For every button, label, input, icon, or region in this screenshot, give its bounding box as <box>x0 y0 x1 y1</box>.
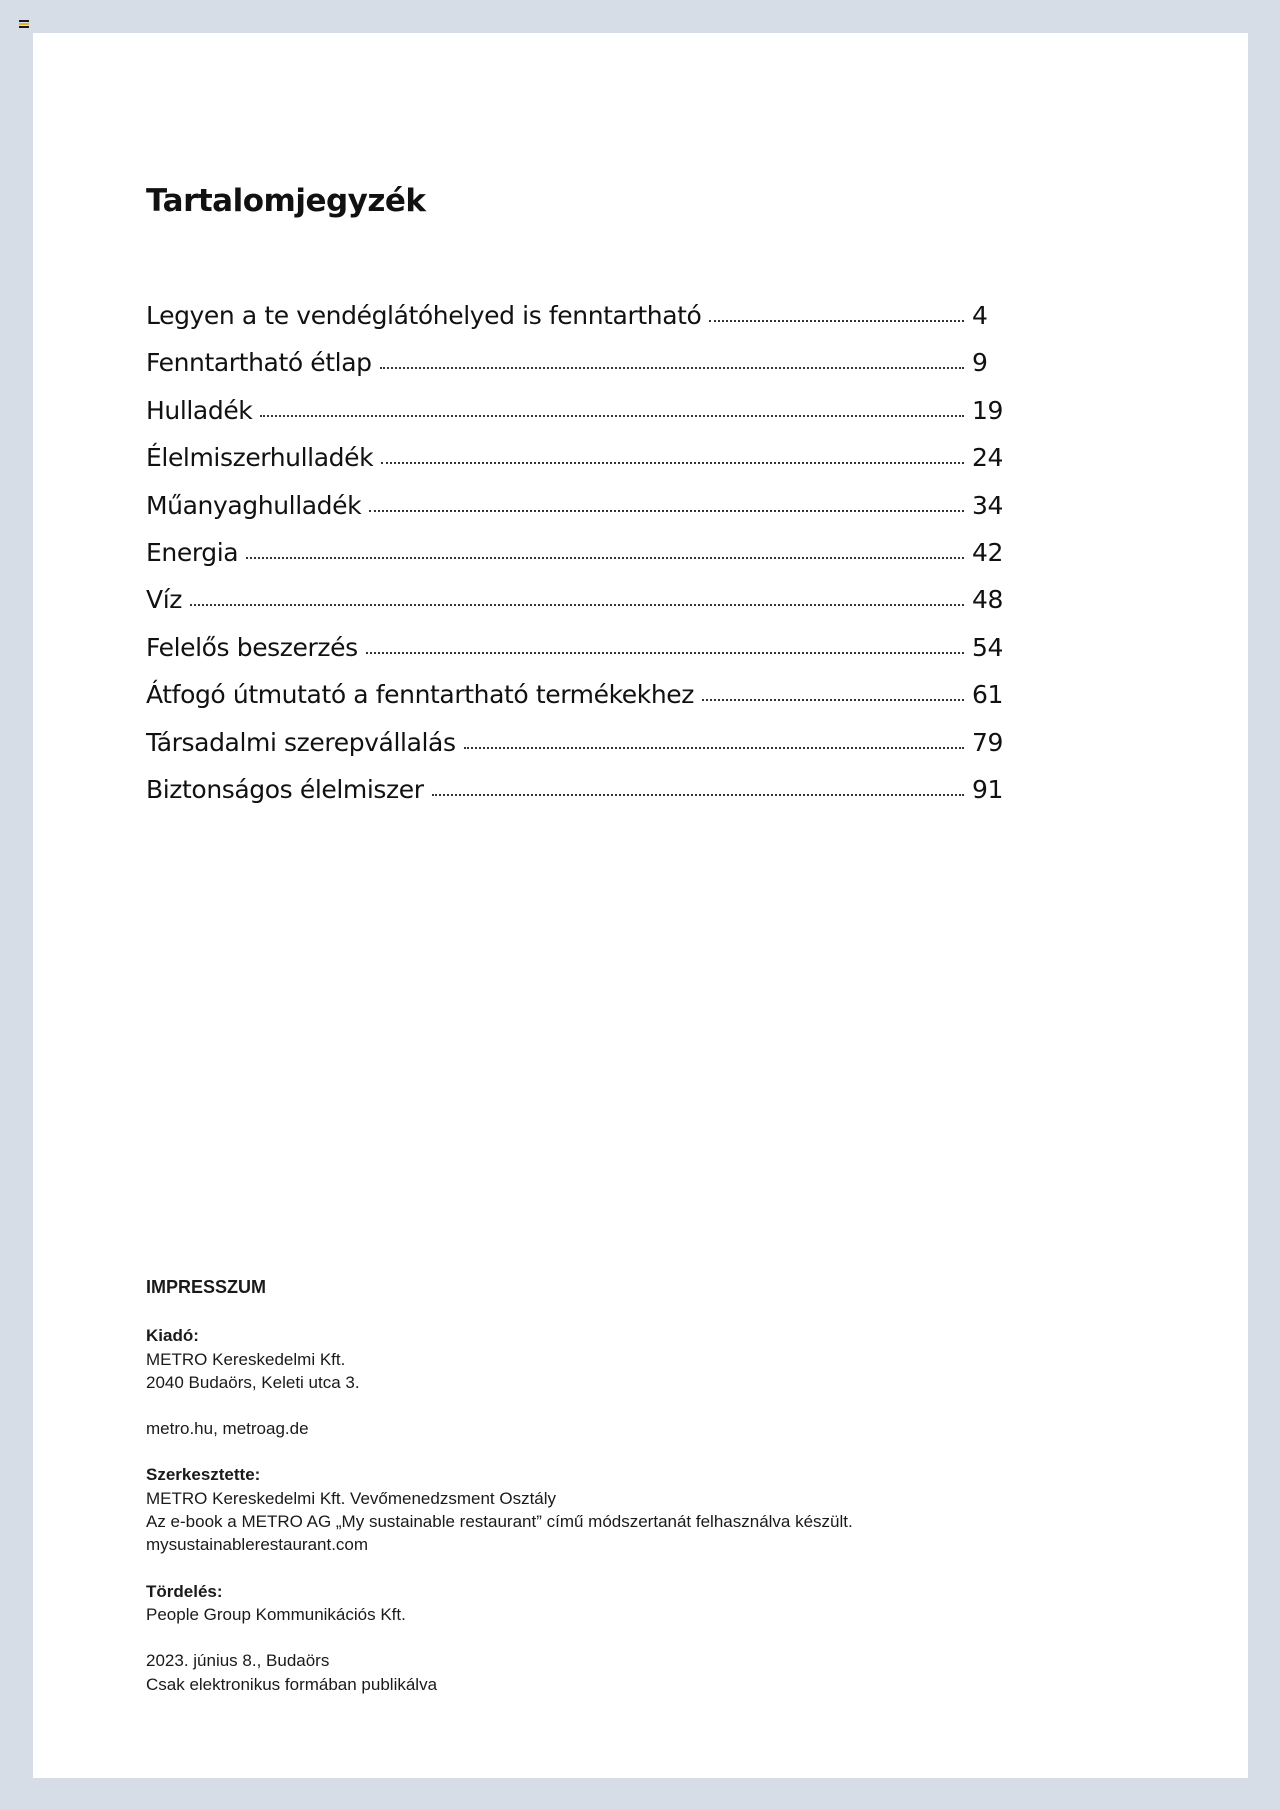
toc-entry-page: 4 <box>972 301 988 330</box>
toc-entry-page: 91 <box>972 774 1004 804</box>
toc-dot-leader <box>709 320 964 322</box>
toc-entry-label: Biztonságos élelmiszer <box>146 774 424 804</box>
toc-dot-leader <box>432 794 964 796</box>
toc-dot-leader <box>190 604 964 606</box>
toc-list <box>146 301 1006 822</box>
toc-dot-leader <box>260 415 964 417</box>
toc-entry-page: 34 <box>972 490 1004 520</box>
layout-label: Tördelés: <box>146 1581 223 1601</box>
impressum-heading: IMPRESSZUM <box>146 1277 267 1297</box>
toc-entry-page: 54 <box>972 632 1004 662</box>
toc-entry-page: 61 <box>972 680 1004 710</box>
toc-entry-label: Hulladék <box>146 395 253 425</box>
editor-line: METRO Kereskedelmi Kft. Vevőmenedzsment Osztály <box>146 1488 557 1508</box>
toc-entry[interactable] <box>146 301 1006 348</box>
toc-entry-label: Műanyaghulladék <box>146 490 362 520</box>
publisher-line: METRO Kereskedelmi Kft. <box>146 1349 346 1369</box>
toc-entry[interactable] <box>146 728 1006 775</box>
impressum-section <box>146 1276 1046 1719</box>
toc-entry-label: Fenntartható étlap <box>146 348 372 378</box>
publisher-label: Kiadó: <box>146 1326 199 1346</box>
toc-entry-label: Felelős beszerzés <box>146 632 358 662</box>
toc-entry[interactable] <box>146 775 1006 822</box>
editor-line: mysustainablerestaurant.com <box>146 1535 369 1555</box>
toc-entry-page: 9 <box>972 348 988 378</box>
toc-entry[interactable] <box>146 348 1006 395</box>
toc-entry[interactable] <box>146 396 1006 443</box>
toc-entry[interactable] <box>146 633 1006 680</box>
toc-entry-label: Élelmiszerhulladék <box>146 443 374 473</box>
toc-dot-leader <box>702 699 964 701</box>
toc-entry-label: Átfogó útmutató a fenntartható termékekhez <box>146 680 694 710</box>
layout-block <box>146 1580 1046 1627</box>
editor-block <box>146 1463 1046 1556</box>
toc-entry[interactable] <box>146 491 1006 538</box>
footer-line: 2023. június 8., Budaörs <box>146 1651 330 1671</box>
toc-dot-leader <box>366 652 964 654</box>
websites-block <box>146 1417 1046 1440</box>
toc-entry-label: Energia <box>146 537 239 567</box>
toc-entry-page: 48 <box>972 585 1004 615</box>
toc-entry[interactable] <box>146 680 1006 727</box>
menu-bar-middle <box>19 23 29 25</box>
footer-line: Csak elektronikus formában publikálva <box>146 1674 438 1694</box>
toc-entry-label: Víz <box>146 585 182 615</box>
toc-entry-page: 19 <box>972 395 1004 425</box>
menu-bar-top <box>19 20 29 22</box>
toc-entry-page: 24 <box>972 443 1004 473</box>
websites-text: metro.hu, metroag.de <box>146 1419 309 1439</box>
menu-bar-bottom <box>19 26 29 28</box>
document-page <box>33 33 1248 1778</box>
editor-label: Szerkesztette: <box>146 1465 261 1485</box>
publisher-line: 2040 Budaörs, Keleti utca 3. <box>146 1372 360 1392</box>
toc-dot-leader <box>464 747 964 749</box>
toc-entry[interactable] <box>146 585 1006 632</box>
footer-block <box>146 1649 1046 1696</box>
toc-dot-leader <box>380 367 964 369</box>
editor-line: Az e-book a METRO AG „My sustainable restaurant” című módszertanát felhasználva készült. <box>146 1512 853 1532</box>
toc-entry-page: 42 <box>972 537 1004 567</box>
toc-dot-leader <box>246 557 964 559</box>
publisher-block <box>146 1324 1046 1394</box>
toc-title: Tartalomjegyzék <box>146 183 426 219</box>
toc-entry-page: 79 <box>972 727 1004 757</box>
toc-entry-label: Legyen a te vendéglátóhelyed is fenntartható <box>146 301 702 330</box>
layout-line: People Group Kommunikációs Kft. <box>146 1604 406 1624</box>
toc-dot-leader <box>381 462 964 464</box>
toc-dot-leader <box>369 510 964 512</box>
toc-entry[interactable] <box>146 443 1006 490</box>
toc-entry-label: Társadalmi szerepvállalás <box>146 727 456 757</box>
hamburger-menu-icon[interactable] <box>19 20 29 27</box>
toc-entry[interactable] <box>146 538 1006 585</box>
